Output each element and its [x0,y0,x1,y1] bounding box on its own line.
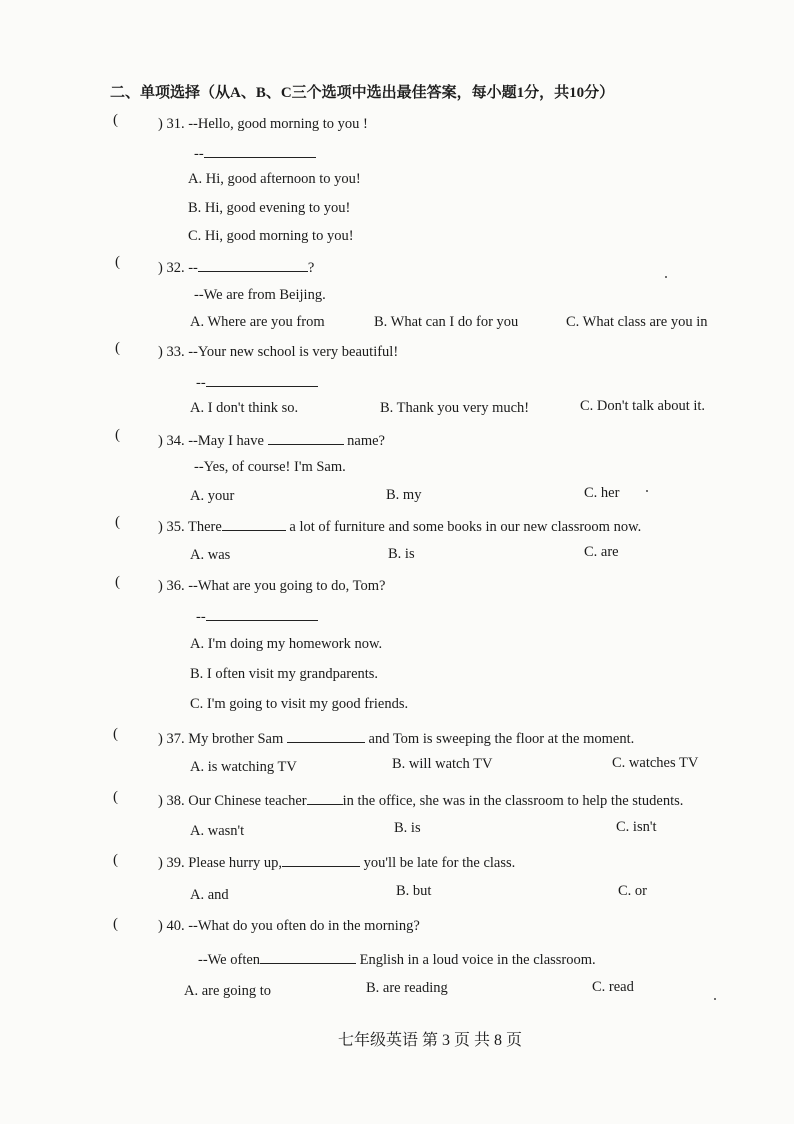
option-b: B. my [386,487,422,503]
answer-blank[interactable] [198,257,308,272]
paren-close: ) [158,578,163,594]
response-prefix: -- [196,375,206,391]
response-prefix: -- [194,146,204,162]
question-31 [158,115,368,133]
option-b: B. is [394,820,421,836]
option-b: B. Hi, good evening to you! [188,200,351,216]
option-b: B. are reading [366,980,448,996]
question-stem: --Hello, good morning to you ! [188,116,368,132]
paren-close: ) [158,918,163,934]
response-suffix: English in a loud voice in the classroom. [359,952,596,968]
question-39 [158,852,515,872]
option-b: B. but [396,883,432,899]
question-number: 34. [166,433,185,449]
question-40 [158,917,420,935]
question-34 [158,430,385,450]
answer-blank[interactable] [204,143,316,158]
paren-close: ) [158,519,163,535]
option-c: C. her [584,485,620,501]
response-line [198,949,596,969]
page-footer: 七年级英语 第 3 页 共 8 页 [338,1032,523,1049]
option-c: C. Hi, good morning to you! [188,228,354,244]
answer-blank[interactable] [260,949,356,964]
paren-close: ) [158,855,163,871]
response-line [194,143,316,163]
option-b: B. What can I do for you [374,314,519,330]
question-stem: --What are you going to do, Tom? [188,578,386,594]
question-stem: --Your new school is very beautiful! [188,344,399,360]
answer-paren-open: ( [115,574,120,590]
option-a: A. is watching TV [190,759,297,775]
option-c: C. What class are you in [566,314,708,330]
answer-paren-open: ( [115,340,120,356]
question-stem-post: you'll be late for the class. [363,855,516,871]
question-number: 33. [166,344,185,360]
option-c: C. isn't [616,819,657,835]
option-b: B. Thank you very much! [380,400,530,416]
option-a: A. Where are you from [190,314,325,330]
answer-paren-open: ( [113,726,118,742]
response-line: --Yes, of course! I'm Sam. [194,459,346,475]
answer-blank[interactable] [206,606,318,621]
answer-blank[interactable] [222,516,286,531]
answer-paren-open: ( [115,427,120,443]
option-a: A. Hi, good afternoon to you! [188,171,361,187]
question-number: 40. [166,918,185,934]
answer-paren-open: ( [113,852,118,868]
question-33 [158,343,398,361]
question-stem-pre: Our Chinese teacher [188,793,307,809]
paren-close: ) [158,793,163,809]
option-a: A. I don't think so. [190,400,299,416]
option-b: B. is [388,546,415,562]
option-c: C. are [584,544,619,560]
answer-paren-open: ( [113,112,118,128]
response-line [196,606,318,626]
option-a: A. are going to [184,983,271,999]
question-number: 39. [166,855,185,871]
response-prefix: --We often [198,952,261,968]
response-line: --We are from Beijing. [194,287,326,303]
paren-close: ) [158,433,163,449]
section-title: 二、单项选择（从A、B、C三个选项中选出最佳答案，每小题1分，共10分） [110,85,615,101]
scan-speck [665,276,667,278]
response-prefix: -- [196,609,206,625]
question-35 [158,516,641,536]
question-number: 31. [166,116,185,132]
question-stem-pre: -- [188,260,198,276]
option-a: A. and [190,887,229,903]
question-stem-post: and Tom is sweeping the floor at the moment. [368,731,635,747]
answer-blank[interactable] [307,790,343,805]
paren-close: ) [158,344,163,360]
option-a: A. I'm doing my homework now. [190,636,383,652]
option-c: C. Don't talk about it. [580,398,706,414]
answer-paren-open: ( [113,916,118,932]
question-number: 37. [166,731,185,747]
paren-close: ) [158,260,163,276]
scan-speck [646,490,648,492]
question-stem-post: in the office, she was in the classroom to help the students. [342,793,684,809]
question-stem: --What do you often do in the morning? [188,918,420,934]
question-stem-pre: Please hurry up, [188,855,283,871]
question-stem-post: ? [307,260,315,276]
paren-close: ) [158,116,163,132]
option-b: B. I often visit my grandparents. [190,666,379,682]
question-38 [158,790,683,810]
option-c: C. or [618,883,647,899]
option-a: A. wasn't [190,823,245,839]
answer-blank[interactable] [206,372,318,387]
option-b: B. will watch TV [392,756,493,772]
question-stem-post: name? [347,433,385,449]
option-c: C. watches TV [612,755,699,771]
paren-close: ) [158,731,163,747]
question-number: 38. [166,793,185,809]
option-c: C. read [592,979,634,995]
answer-paren-open: ( [115,514,120,530]
answer-blank[interactable] [287,728,365,743]
question-36 [158,577,385,595]
answer-blank[interactable] [282,852,360,867]
question-32 [158,257,314,277]
option-a: A. was [190,547,231,563]
question-number: 35. [166,519,185,535]
question-37 [158,728,634,748]
answer-paren-open: ( [113,789,118,805]
option-c: C. I'm going to visit my good friends. [190,696,409,712]
answer-blank[interactable] [268,430,344,445]
option-a: A. your [190,488,235,504]
question-number: 36. [166,578,185,594]
answer-paren-open: ( [115,254,120,270]
response-line [196,372,318,392]
question-number: 32. [166,260,185,276]
question-stem-pre: --May I have [188,433,264,449]
question-stem-pre: My brother Sam [188,731,284,747]
question-stem-post: a lot of furniture and some books in our new classroom now. [289,519,642,535]
question-stem-pre: There [187,519,222,535]
scan-speck [714,998,716,1000]
